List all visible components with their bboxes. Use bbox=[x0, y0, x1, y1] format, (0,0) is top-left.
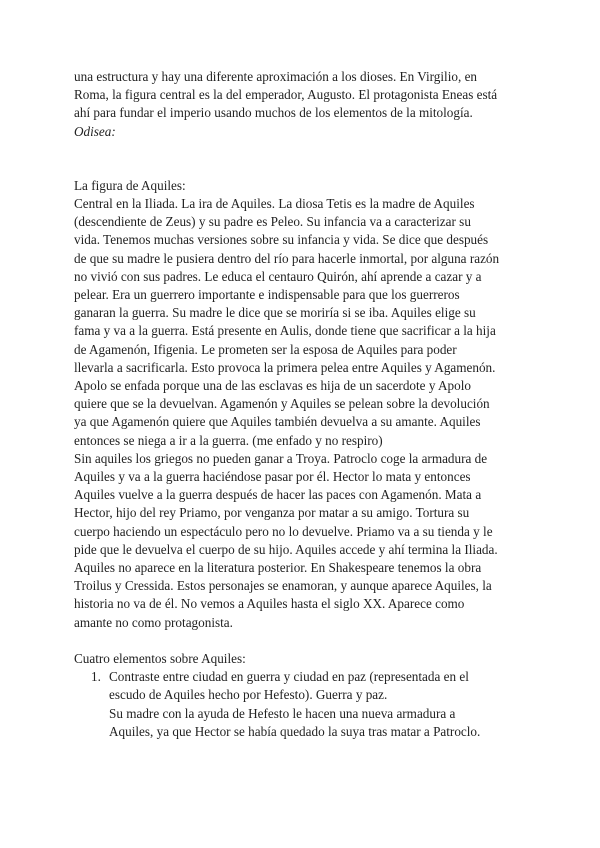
spacer bbox=[74, 632, 526, 650]
text-line: cuerpo haciendo un espectáculo pero no lo devuelve. Priamo va a su tienda y le bbox=[74, 523, 493, 539]
text-line: Aquiles y va a la guerra haciéndose pasar por él. Hector lo mata y entonces bbox=[74, 469, 471, 485]
odisea-label: Odisea: bbox=[74, 123, 116, 139]
list-item bbox=[74, 668, 526, 741]
section-heading: Cuatro elementos sobre Aquiles: bbox=[74, 650, 246, 666]
text-line: pide que le devuelva el cuerpo de su hijo. Aquiles accede y ahí termina la Iliada. bbox=[74, 541, 498, 557]
elements-section bbox=[74, 650, 526, 741]
aquiles-paragraph-2 bbox=[74, 450, 526, 632]
document-page bbox=[74, 68, 526, 741]
aquiles-section bbox=[74, 177, 526, 632]
text-line: Roma, la figura central es la del emperador, Augusto. El protagonista Eneas está bbox=[74, 87, 498, 103]
text-line: fama y va a la guerra. Está presente en Aulis, donde tiene que sacrificar a la hija bbox=[74, 323, 496, 339]
text-line: ganaran la guerra. Su madre le dice que se moriría si se iba. Aquiles elige su bbox=[74, 305, 476, 321]
text-line: entonces se niega a ir a la guerra. (me enfado y no respiro) bbox=[74, 432, 383, 448]
section-heading: La figura de Aquiles: bbox=[74, 177, 186, 193]
text-line: Su madre con la ayuda de Hefesto le hacen una nueva armadura a bbox=[109, 705, 456, 721]
text-line: quiere que se la devuelvan. Agamenón y Aquiles se pelean sobre la devolución bbox=[74, 396, 490, 412]
text-line: una estructura y hay una diferente aproximación a los dioses. En Virgilio, en bbox=[74, 69, 478, 84]
text-line: ahí para fundar el imperio usando muchos de los elementos de la mitología. bbox=[74, 105, 473, 121]
text-line: pelear. Era un guerrero importante e indispensable para que los guerreros bbox=[74, 287, 460, 303]
aquiles-paragraph-1 bbox=[74, 195, 526, 450]
text-line: Apolo se enfada porque una de las esclavas es hija de un sacerdote y Apolo bbox=[74, 378, 471, 394]
text-line: Contraste entre ciudad en guerra y ciudad en paz (representada en el bbox=[109, 669, 469, 685]
intro-paragraph bbox=[74, 68, 526, 141]
text-line: Sin aquiles los griegos no pueden ganar a Troya. Patroclo coge la armadura de bbox=[74, 450, 488, 466]
text-line: escudo de Aquiles hecho por Hefesto). Guerra y paz. bbox=[109, 687, 388, 703]
text-line: de que su madre le pusiera dentro del río para hacerle inmortal, por alguna razón bbox=[74, 250, 500, 266]
text-line: Aquiles no aparece en la literatura posterior. En Shakespeare tenemos la obra bbox=[74, 560, 482, 576]
text-line: Hector, hijo del rey Priamo, por venganza por matar a su amigo. Tortura su bbox=[74, 505, 470, 521]
text-line: de Agamenón, Ifigenia. Le prometen ser la esposa de Aquiles para poder bbox=[74, 341, 457, 357]
text-line: Troilus y Cressida. Estos personajes se enamoran, y aunque aparece Aquiles, la bbox=[74, 578, 492, 594]
text-line: Aquiles, ya que Hector se había quedado la suya tras matar a Patroclo. bbox=[109, 723, 481, 739]
text-line: (descendiente de Zeus) y su padre es Peleo. Su infancia va a caracterizar su bbox=[74, 214, 471, 230]
text-line: llevarla a sacrificarla. Esto provoca la primera pelea entre Aquiles y Agamenón. bbox=[74, 359, 496, 375]
text-line: historia no va de él. No vemos a Aquiles hasta el siglo XX. Aparece como bbox=[74, 596, 465, 612]
text-line: no vivió con sus padres. Le educa el centauro Quirón, ahí aprende a cazar y a bbox=[74, 268, 482, 284]
text-line: Aquiles vuelve a la guerra después de hacer las paces con Agamenón. Mata a bbox=[74, 487, 482, 503]
text-line: Central en la Iliada. La ira de Aquiles. La diosa Tetis es la madre de Aquiles bbox=[74, 196, 475, 212]
text-line: amante no como protagonista. bbox=[74, 614, 233, 630]
text-line: ya que Agamenón quiere que Aquiles también devuelva a su amante. Aquiles bbox=[74, 414, 481, 430]
list-number: 1. bbox=[91, 669, 101, 685]
text-line: vida. Tenemos muchas versiones sobre su infancia y vida. Se dice que después bbox=[74, 232, 489, 248]
spacer bbox=[74, 141, 526, 177]
